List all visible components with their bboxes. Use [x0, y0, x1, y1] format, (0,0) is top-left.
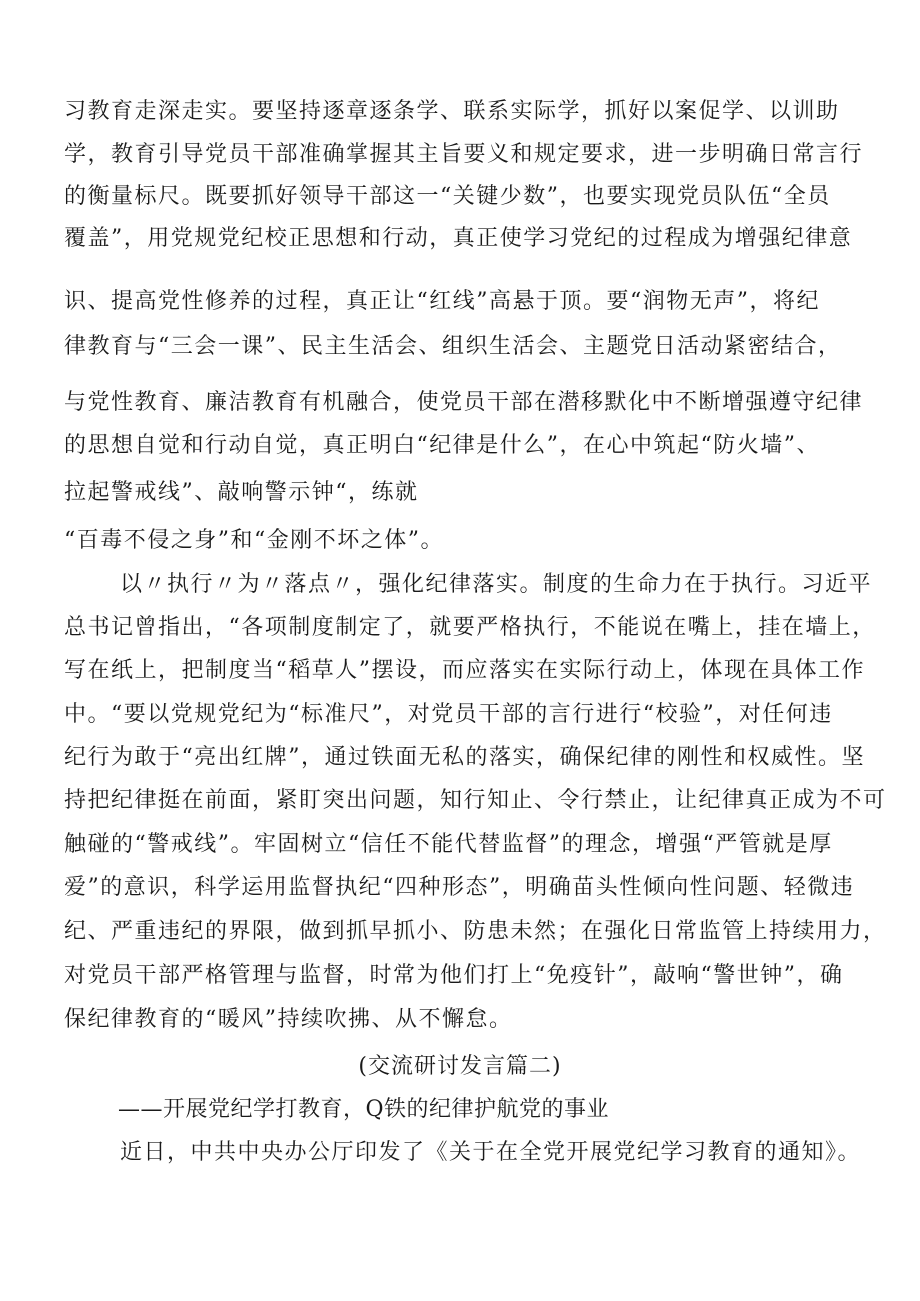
body-line: 纪、严重违纪的界限，做到抓早抓小、防患未然；在强化日常监管上持续用力， — [64, 919, 887, 944]
body-line: 的思想自觉和行动自觉，真正明白“纪律是什么”，在心中筑起“防火墙”、 — [64, 433, 820, 458]
body-line: “百毒不侵之身”和“金刚不坏之体”。 — [64, 528, 444, 553]
body-line: 保纪律教育的“暖风”持续吹拂、从不懈怠。 — [64, 1007, 513, 1032]
body-line: 识、提高党性修养的过程，真正让“红线”高悬于顶。要“润物无声”，将纪 — [64, 289, 820, 314]
body-line: 纪行为敢于“亮出红牌”，通过铁面无私的落实，确保纪律的刚性和权威性。坚 — [64, 745, 865, 770]
body-line: 触碰的“警戒线”。牢固树立“信任不能代替监督”的理念，增强“严管就是厚 — [64, 832, 833, 857]
body-line: 习教育走深走实。要坚持逐章逐条学、联系实际学，抓好以案促学、以训助 — [64, 99, 840, 124]
body-line: 总书记曾指出，“各项制度制定了，就要严格执行，不能说在嘴上，挂在墙上， — [64, 615, 876, 640]
body-line: 律教育与“三会一课”、民主生活会、组织生活会、主题党日活动紧密结合， — [64, 334, 842, 359]
paragraph-start-line: 近日，中共中央办公厅印发了《关于在全党开展党纪学习教育的通知》。 — [120, 1140, 862, 1165]
body-line: 拉起警戒线”、敲响警示钟“，练就 — [64, 480, 419, 505]
section-title: (交流研讨发言篇二) — [358, 1054, 562, 1079]
body-line: 与党性教育、廉洁教育有机融合，使党员干部在潜移默化中不断增强遵守纪律 — [64, 390, 864, 415]
body-line: 的衡量标尺。既要抓好领导干部这一“关键少数”，也要实现党员队伍“全员 — [64, 184, 831, 209]
body-line: 持把纪律挺在前面，紧盯突出问题，知行知止、令行禁止，让纪律真正成为不可 — [64, 788, 887, 813]
body-line: 覆盖”，用党规党纪校正思想和行动，真正使学习党纪的过程成为增强纪律意 — [64, 226, 853, 251]
body-line: 写在纸上，把制度当“稻草人”摆设，而应落实在实际行动上，体现在具体工作 — [64, 658, 865, 683]
body-line: 对党员干部严格管理与监督，时常为他们打上“免疫针”，敲响“警世钟”，确 — [64, 963, 844, 988]
body-line: 学，教育引导党员干部准确掌握其主旨要义和规定要求，进一步明确日常言行 — [64, 142, 864, 167]
paragraph-start-line: 以〃执行〃为〃落点〃，强化纪律落实。制度的生命力在于执行。习近平 — [120, 572, 873, 597]
body-line: 中。“要以党规党纪为“标准尺”，对党员干部的言行进行“校验”，对任何违 — [64, 702, 833, 727]
body-line: 爱”的意识，科学运用监督执纪“四种形态”，明确苗头性倾向性问题、轻微违 — [64, 875, 855, 900]
section-subtitle: ——开展党纪学打教育，Q铁的纪律护航党的事业 — [118, 1097, 610, 1122]
